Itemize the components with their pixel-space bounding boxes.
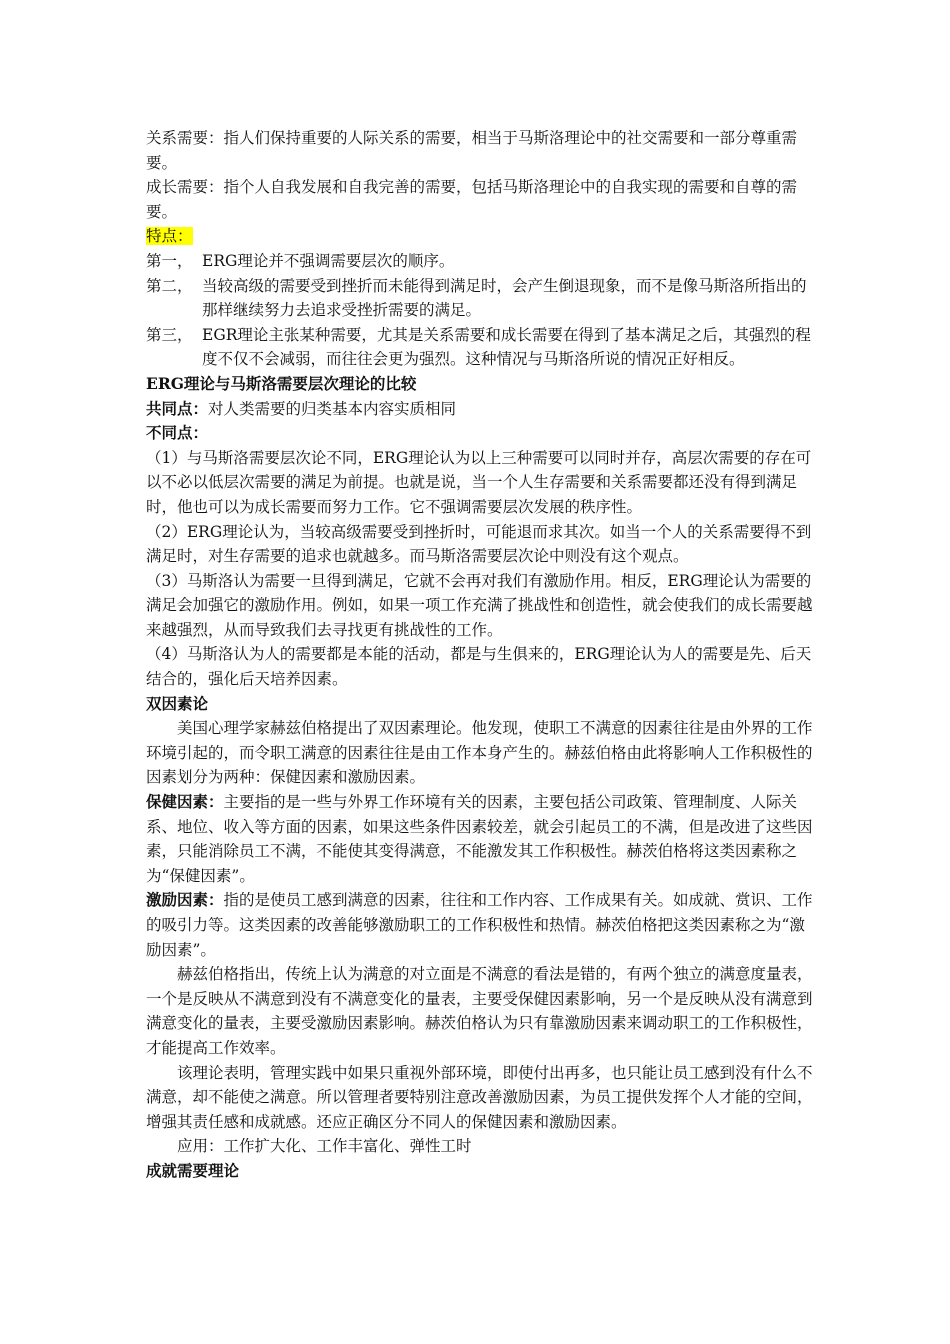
diff-item: （4）马斯洛认为人的需要都是本能的活动，都是与生俱来的，ERG理论认为人的需要是先、后天结合的，强化后天培养因素。 [146, 645, 812, 689]
document-body [146, 126, 814, 1184]
two-factor-intro: 美国心理学家赫兹伯格提出了双因素理论。他发现，使职工不满意的因素往往是由外界的工作环境引起的，而令职工满意的因素往往是由工作本身产生的。赫兹伯格由此将影响人工作积极性的因素划分为两种：保健因素和激励因素。 [146, 719, 813, 787]
motivator-label: 激励因素： [146, 890, 224, 910]
application-paragraph: 应用：工作扩大化、工作丰富化、弹性工时 [177, 1137, 472, 1156]
feature-item [146, 274, 814, 323]
common-label: 共同点： [146, 398, 209, 418]
motivator-paragraph [146, 888, 814, 962]
feature-item [146, 249, 814, 274]
feature-text: 当较高级的需要受到挫折而未能得到满足时，会产生倒退现象，而不是像马斯洛所指出的那样继续努力去追求受挫折需要的满足。 [202, 276, 807, 320]
motivator-text: 指的是使员工感到满意的因素，往往和工作内容、工作成果有关。如成就、赏识、工作的吸引力等。这类因素的改善能够激励职工的工作积极性和热情。赫茨伯格把这类因素称之为“激励因素”。 [146, 891, 813, 959]
diff-item: （1）与马斯洛需要层次论不同，ERG理论认为以上三种需要可以同时并存，高层次需要的存在可以不必以低层次需要的满足为前提。也就是说，当一个人生存需要和关系需要都还没有得到满足时，他也可以为成长需要而努力工作。它不强调需要层次发展的秩序性。 [146, 448, 812, 516]
feature-text: ERG理论并不强调需要层次的顺序。 [202, 251, 455, 270]
diff-item: （2）ERG理论认为，当较高级需要受到挫折时，可能退而求其次。如当一个人的关系需要得不到满足时，对生存需要的追求也就越多。而马斯洛需要层次论中则没有这个观点。 [146, 522, 812, 566]
two-factor-heading: 双因素论 [146, 693, 209, 713]
feature-number: 第二， [146, 276, 193, 295]
relation-need-paragraph: 关系需要：指人们保持重要的人际关系的需要，相当于马斯洛理论中的社交需要和一部分尊重需要。 [146, 129, 798, 172]
hygiene-label: 保健因素： [146, 792, 224, 812]
comparison-heading: ERG理论与马斯洛需要层次理论的比较 [146, 373, 417, 393]
feature-number: 第三， [146, 325, 193, 344]
common-points [146, 397, 814, 422]
hygiene-paragraph [146, 790, 814, 888]
feature-item [146, 323, 814, 372]
features-label [146, 224, 814, 249]
diff-item: （3）马斯洛认为需要一旦得到满足，它就不会再对我们有激励作用。相反，ERG理论认为需要的满足会加强它的激励作用。例如，如果一项工作充满了挑战性和创造性，就会使我们的成长需要越来越强烈，从而导致我们去寻找更有挑战性的工作。 [146, 571, 813, 639]
hygiene-text: 主要指的是一些与外界工作环境有关的因素，主要包括公司政策、管理制度、人际关系、地位、收入等方面的因素，如果这些条件因素较差，就会引起员工的不满，但是改进了这些因素，只能消除员工不满，不能使其变得满意，不能激发其工作积极性。赫茨伯格将这类因素称之为“保健因素”。 [146, 793, 813, 885]
feature-text: EGR理论主张某种需要，尤其是关系需要和成长需要在得到了基本满足之后，其强烈的程度不仅不会减弱，而往往会更为强烈。这种情况与马斯洛所说的情况正好相反。 [202, 325, 811, 369]
common-text: 对人类需要的归类基本内容实质相同 [208, 399, 457, 418]
features-highlight: 特点： [146, 227, 193, 246]
scales-paragraph: 赫兹伯格指出，传统上认为满意的对立面是不满意的看法是错的，有两个独立的满意度量表，一个是反映从不满意到没有不满意变化的量表，主要受保健因素影响，另一个是反映从没有满意到满意变化的量表，主要受激励因素影响。赫茨伯格认为只有靠激励因素来调动职工的工作积极性，才能提高工作效率。 [146, 965, 813, 1057]
achievement-heading: 成就需要理论 [146, 1160, 240, 1180]
diff-label: 不同点： [146, 423, 209, 443]
management-paragraph: 该理论表明，管理实践中如果只重视外部环境，即使付出再多，也只能让员工感到没有什么不满意，却不能使之满意。所以管理者要特别注意改善激励因素，为员工提供发挥个人才能的空间，增强其责任感和成就感。还应正确区分不同人的保健因素和激励因素。 [146, 1063, 813, 1131]
feature-number: 第一， [146, 251, 193, 270]
growth-need-paragraph: 成长需要：指个人自我发展和自我完善的需要，包括马斯洛理论中的自我实现的需要和自尊的需要。 [146, 178, 798, 221]
